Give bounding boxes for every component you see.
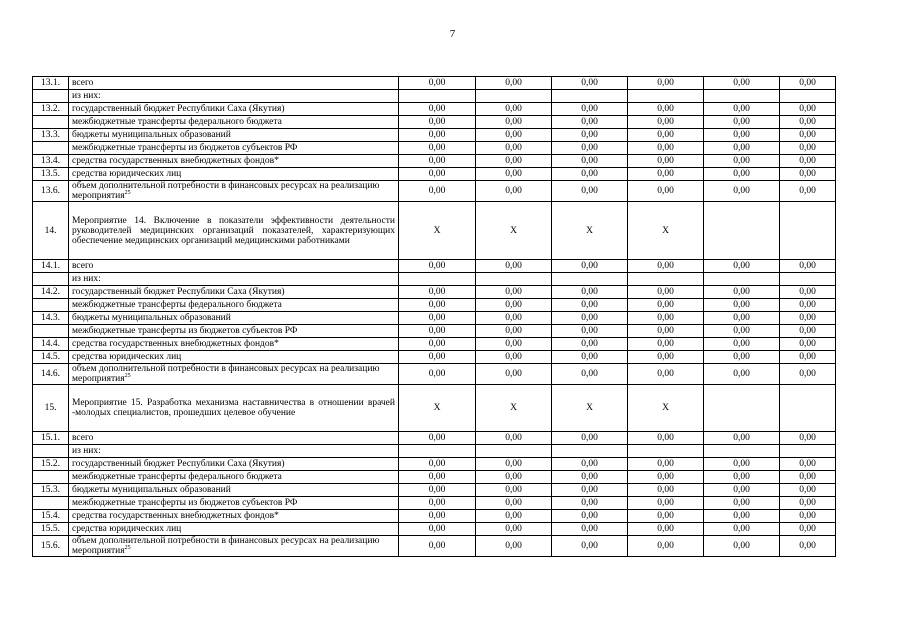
value-cell: 0,00 (704, 484, 780, 497)
value-cell: 0,00 (476, 471, 552, 484)
value-cell: 0,00 (780, 497, 836, 510)
value-cell: 0,00 (780, 260, 836, 273)
value-cell: 0,00 (704, 155, 780, 168)
value-cell: 0,00 (628, 432, 704, 445)
value-cell: 0,00 (628, 299, 704, 312)
value-cell: 0,00 (704, 351, 780, 364)
row-number: 14.1. (33, 260, 69, 273)
value-cell: 0,00 (399, 181, 476, 202)
value-cell: 0,00 (628, 458, 704, 471)
row-label-text: объем дополнительной потребности в финансовых ресурсах на реализацию мероприятия (72, 181, 380, 201)
value-cell: 0,00 (780, 484, 836, 497)
value-cell: 0,00 (552, 484, 628, 497)
value-cell: X (399, 202, 476, 260)
measure-row (33, 385, 836, 432)
row-number: 15.4. (33, 510, 69, 523)
value-cell: 0,00 (628, 510, 704, 523)
value-cell: 0,00 (704, 432, 780, 445)
value-cell: 0,00 (704, 103, 780, 116)
value-cell: 0,00 (476, 351, 552, 364)
value-cell: 0,00 (628, 325, 704, 338)
value-cell: 0,00 (628, 338, 704, 351)
row-label: межбюджетные трансферты из бюджетов субъектов РФ (69, 325, 399, 338)
table-row (33, 260, 836, 273)
row-number (33, 471, 69, 484)
table-row (33, 338, 836, 351)
table-row (33, 273, 836, 286)
measure-row (33, 202, 836, 260)
value-cell: 0,00 (552, 286, 628, 299)
value-cell (628, 90, 704, 103)
value-cell: 0,00 (552, 260, 628, 273)
value-cell: 0,00 (628, 142, 704, 155)
value-cell: 0,00 (399, 523, 476, 536)
value-cell: 0,00 (780, 364, 836, 385)
row-label-text: объем дополнительной потребности в финансовых ресурсах на реализацию мероприятия (72, 364, 380, 384)
footnote-mark: 25 (124, 372, 131, 379)
value-cell: 0,00 (780, 510, 836, 523)
row-label: межбюджетные трансферты из бюджетов субъектов РФ (69, 497, 399, 510)
value-cell: 0,00 (628, 168, 704, 181)
value-cell: 0,00 (628, 497, 704, 510)
row-label: средства юридических лиц (69, 168, 399, 181)
table-row (33, 523, 836, 536)
row-number: 14.5. (33, 351, 69, 364)
value-cell: 0,00 (704, 510, 780, 523)
row-label (69, 364, 399, 385)
row-label: межбюджетные трансферты из бюджетов субъектов РФ (69, 142, 399, 155)
value-cell: X (552, 202, 628, 260)
value-cell: 0,00 (552, 458, 628, 471)
value-cell: 0,00 (780, 471, 836, 484)
value-cell: 0,00 (628, 286, 704, 299)
financing-table (32, 76, 836, 557)
value-cell: 0,00 (704, 338, 780, 351)
value-cell: 0,00 (552, 497, 628, 510)
value-cell: 0,00 (552, 364, 628, 385)
row-number: 15. (33, 385, 69, 432)
row-number (33, 90, 69, 103)
value-cell: 0,00 (628, 536, 704, 557)
value-cell: 0,00 (780, 299, 836, 312)
value-cell: 0,00 (552, 351, 628, 364)
value-cell: 0,00 (628, 471, 704, 484)
value-cell: 0,00 (476, 129, 552, 142)
value-cell: 0,00 (476, 458, 552, 471)
value-cell: 0,00 (552, 129, 628, 142)
row-label: всего (69, 432, 399, 445)
row-number (33, 299, 69, 312)
row-number: 15.6. (33, 536, 69, 557)
value-cell: 0,00 (399, 497, 476, 510)
table-row (33, 351, 836, 364)
table-row (33, 432, 836, 445)
row-label: всего (69, 260, 399, 273)
value-cell (476, 90, 552, 103)
value-cell: 0,00 (704, 497, 780, 510)
row-number: 14.6. (33, 364, 69, 385)
page-number: 7 (449, 28, 456, 40)
value-cell: 0,00 (552, 181, 628, 202)
value-cell: 0,00 (780, 536, 836, 557)
value-cell: 0,00 (476, 181, 552, 202)
value-cell: 0,00 (780, 168, 836, 181)
value-cell (628, 445, 704, 458)
value-cell: 0,00 (704, 181, 780, 202)
value-cell: 0,00 (780, 116, 836, 129)
value-cell (704, 385, 780, 432)
value-cell: 0,00 (476, 484, 552, 497)
value-cell (704, 273, 780, 286)
table-row (33, 536, 836, 557)
row-number: 13.2. (33, 103, 69, 116)
value-cell: 0,00 (399, 471, 476, 484)
value-cell: 0,00 (552, 471, 628, 484)
value-cell: 0,00 (476, 312, 552, 325)
value-cell: 0,00 (552, 338, 628, 351)
value-cell: 0,00 (476, 168, 552, 181)
value-cell (780, 445, 836, 458)
row-label: государственный бюджет Республики Саха (Якутия) (69, 103, 399, 116)
value-cell: 0,00 (628, 312, 704, 325)
value-cell: 0,00 (628, 103, 704, 116)
value-cell: 0,00 (476, 325, 552, 338)
row-label: средства юридических лиц (69, 523, 399, 536)
value-cell: 0,00 (476, 286, 552, 299)
value-cell: 0,00 (780, 77, 836, 90)
value-cell: 0,00 (476, 103, 552, 116)
value-cell: 0,00 (552, 299, 628, 312)
footnote-mark: 25 (124, 544, 131, 551)
table-row (33, 181, 836, 202)
table-row (33, 458, 836, 471)
value-cell: 0,00 (399, 338, 476, 351)
table-row (33, 445, 836, 458)
row-label: из них: (69, 445, 399, 458)
row-label: всего (69, 77, 399, 90)
row-number: 14.4. (33, 338, 69, 351)
value-cell: 0,00 (552, 523, 628, 536)
table-row (33, 286, 836, 299)
value-cell: X (399, 385, 476, 432)
row-number: 13.5. (33, 168, 69, 181)
table-row (33, 299, 836, 312)
value-cell: 0,00 (704, 168, 780, 181)
value-cell: X (628, 385, 704, 432)
table-row (33, 364, 836, 385)
value-cell: 0,00 (399, 364, 476, 385)
value-cell: 0,00 (704, 325, 780, 338)
value-cell: 0,00 (476, 77, 552, 90)
row-label (69, 181, 399, 202)
value-cell (476, 273, 552, 286)
value-cell: 0,00 (780, 181, 836, 202)
value-cell: 0,00 (628, 260, 704, 273)
row-number (33, 142, 69, 155)
row-number: 15.2. (33, 458, 69, 471)
value-cell: 0,00 (552, 168, 628, 181)
value-cell (552, 90, 628, 103)
value-cell: 0,00 (476, 432, 552, 445)
value-cell: 0,00 (780, 286, 836, 299)
value-cell: 0,00 (628, 116, 704, 129)
value-cell: 0,00 (399, 351, 476, 364)
row-label: межбюджетные трансферты федерального бюджета (69, 116, 399, 129)
row-label: межбюджетные трансферты федерального бюджета (69, 471, 399, 484)
value-cell: 0,00 (628, 364, 704, 385)
table-row (33, 142, 836, 155)
value-cell: X (476, 385, 552, 432)
value-cell (476, 445, 552, 458)
value-cell (704, 202, 780, 260)
value-cell: 0,00 (552, 312, 628, 325)
value-cell: 0,00 (476, 364, 552, 385)
value-cell: 0,00 (399, 155, 476, 168)
row-label: средства юридических лиц (69, 351, 399, 364)
row-label: государственный бюджет Республики Саха (Якутия) (69, 286, 399, 299)
row-number (33, 116, 69, 129)
value-cell: 0,00 (476, 536, 552, 557)
row-number: 13.4. (33, 155, 69, 168)
value-cell: 0,00 (552, 536, 628, 557)
value-cell: 0,00 (399, 129, 476, 142)
table-row (33, 129, 836, 142)
value-cell: 0,00 (552, 510, 628, 523)
row-label: государственный бюджет Республики Саха (Якутия) (69, 458, 399, 471)
row-label: межбюджетные трансферты федерального бюджета (69, 299, 399, 312)
value-cell: 0,00 (399, 510, 476, 523)
value-cell (780, 202, 836, 260)
row-number: 15.5. (33, 523, 69, 536)
row-label: бюджеты муниципальных образований (69, 312, 399, 325)
row-label: средства государственных внебюджетных фондов* (69, 338, 399, 351)
value-cell: 0,00 (399, 458, 476, 471)
value-cell: 0,00 (628, 129, 704, 142)
value-cell: 0,00 (476, 299, 552, 312)
value-cell: 0,00 (399, 77, 476, 90)
row-number: 13.6. (33, 181, 69, 202)
value-cell: 0,00 (399, 116, 476, 129)
table-row (33, 155, 836, 168)
table-body (33, 77, 836, 557)
value-cell: 0,00 (399, 299, 476, 312)
value-cell: 0,00 (704, 286, 780, 299)
row-number (33, 445, 69, 458)
row-label: из них: (69, 90, 399, 103)
value-cell: 0,00 (628, 523, 704, 536)
row-label: средства государственных внебюджетных фондов* (69, 510, 399, 523)
value-cell (780, 90, 836, 103)
row-number: 15.1. (33, 432, 69, 445)
value-cell (704, 445, 780, 458)
value-cell: 0,00 (780, 103, 836, 116)
value-cell: 0,00 (476, 523, 552, 536)
value-cell: 0,00 (552, 116, 628, 129)
row-number (33, 325, 69, 338)
value-cell: 0,00 (552, 325, 628, 338)
row-number: 14. (33, 202, 69, 260)
table-row (33, 77, 836, 90)
value-cell: 0,00 (399, 260, 476, 273)
measure-title: Мероприятие 15. Разработка механизма наставничества в отношении врачей -молодых специалистов, прошедших целевое обучение (69, 385, 399, 432)
value-cell: X (628, 202, 704, 260)
row-number: 15.3. (33, 484, 69, 497)
value-cell: 0,00 (780, 325, 836, 338)
value-cell: 0,00 (780, 458, 836, 471)
value-cell: 0,00 (399, 536, 476, 557)
value-cell: 0,00 (704, 536, 780, 557)
value-cell (399, 445, 476, 458)
value-cell: 0,00 (399, 168, 476, 181)
row-label: бюджеты муниципальных образований (69, 484, 399, 497)
value-cell: 0,00 (704, 116, 780, 129)
value-cell: 0,00 (399, 142, 476, 155)
value-cell: 0,00 (780, 351, 836, 364)
value-cell: 0,00 (704, 142, 780, 155)
value-cell: 0,00 (476, 260, 552, 273)
row-label: средства государственных внебюджетных фондов* (69, 155, 399, 168)
row-number (33, 273, 69, 286)
value-cell: 0,00 (628, 77, 704, 90)
table-row (33, 168, 836, 181)
value-cell: 0,00 (552, 155, 628, 168)
table-row (33, 103, 836, 116)
table-row (33, 484, 836, 497)
value-cell: 0,00 (704, 260, 780, 273)
value-cell: 0,00 (780, 155, 836, 168)
value-cell: 0,00 (704, 364, 780, 385)
table-row (33, 116, 836, 129)
value-cell: 0,00 (780, 312, 836, 325)
table-row (33, 325, 836, 338)
value-cell: 0,00 (552, 432, 628, 445)
value-cell: 0,00 (780, 523, 836, 536)
row-label: из них: (69, 273, 399, 286)
value-cell: 0,00 (704, 129, 780, 142)
value-cell (399, 90, 476, 103)
value-cell: X (476, 202, 552, 260)
value-cell: 0,00 (628, 181, 704, 202)
value-cell: 0,00 (704, 523, 780, 536)
value-cell (552, 273, 628, 286)
value-cell: 0,00 (704, 312, 780, 325)
value-cell: 0,00 (399, 484, 476, 497)
row-number: 14.2. (33, 286, 69, 299)
value-cell: 0,00 (704, 458, 780, 471)
value-cell: 0,00 (780, 142, 836, 155)
value-cell: 0,00 (552, 103, 628, 116)
table-row (33, 312, 836, 325)
row-number (33, 497, 69, 510)
value-cell (552, 445, 628, 458)
measure-title: Мероприятие 14. Включение в показатели эффективности деятельности руководителей медицинских организаций показателей, характеризующих обеспечение медицинских организаций медицинскими работниками (69, 202, 399, 260)
value-cell: 0,00 (780, 432, 836, 445)
value-cell: X (552, 385, 628, 432)
value-cell: 0,00 (399, 432, 476, 445)
value-cell: 0,00 (704, 471, 780, 484)
value-cell: 0,00 (476, 338, 552, 351)
value-cell: 0,00 (628, 351, 704, 364)
row-label: бюджеты муниципальных образований (69, 129, 399, 142)
value-cell: 0,00 (399, 103, 476, 116)
value-cell: 0,00 (476, 142, 552, 155)
value-cell: 0,00 (476, 510, 552, 523)
value-cell: 0,00 (780, 129, 836, 142)
row-label (69, 536, 399, 557)
table-row (33, 471, 836, 484)
value-cell: 0,00 (399, 325, 476, 338)
row-number: 13.3. (33, 129, 69, 142)
row-number: 14.3. (33, 312, 69, 325)
value-cell: 0,00 (552, 142, 628, 155)
value-cell: 0,00 (704, 77, 780, 90)
value-cell: 0,00 (399, 312, 476, 325)
value-cell: 0,00 (780, 338, 836, 351)
value-cell (628, 273, 704, 286)
footnote-mark: 25 (124, 189, 131, 196)
value-cell: 0,00 (399, 286, 476, 299)
value-cell: 0,00 (476, 155, 552, 168)
value-cell: 0,00 (704, 299, 780, 312)
value-cell (704, 90, 780, 103)
value-cell (780, 273, 836, 286)
row-label-text: объем дополнительной потребности в финансовых ресурсах на реализацию мероприятия (72, 536, 380, 556)
row-number: 13.1. (33, 77, 69, 90)
value-cell: 0,00 (476, 497, 552, 510)
table-row (33, 497, 836, 510)
value-cell: 0,00 (476, 116, 552, 129)
value-cell: 0,00 (628, 484, 704, 497)
value-cell: 0,00 (552, 77, 628, 90)
value-cell (780, 385, 836, 432)
table-row (33, 510, 836, 523)
value-cell (399, 273, 476, 286)
value-cell: 0,00 (628, 155, 704, 168)
table-row (33, 90, 836, 103)
